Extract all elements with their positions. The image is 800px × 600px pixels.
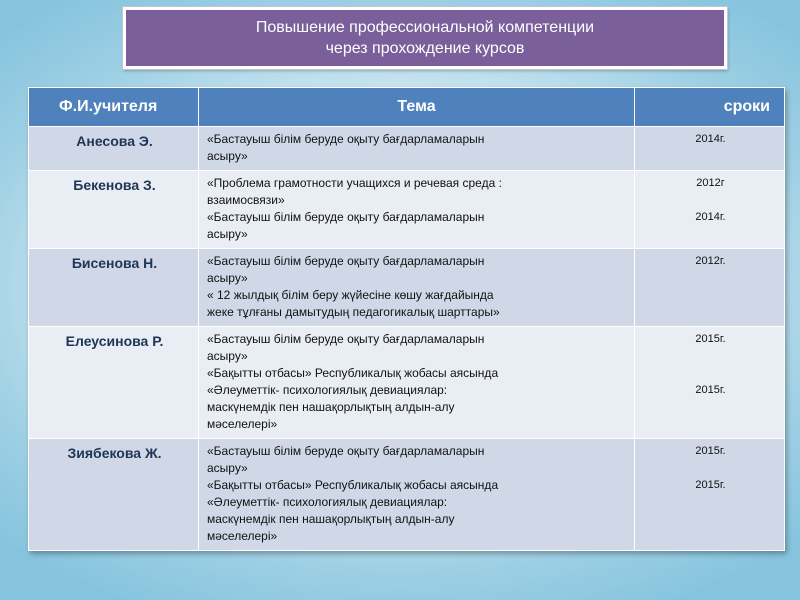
period-cell <box>635 327 785 439</box>
topic-cell <box>199 127 635 171</box>
topic-line: асыру» <box>207 349 248 363</box>
topic-line: мәселелері» <box>207 529 278 543</box>
topic-line: «Бастауыш білім беруде оқыту бағдарламаларын <box>207 444 485 458</box>
table-body <box>29 127 785 551</box>
topic-line: «Бақытты отбасы» Республикалық жобасы аясында <box>207 366 499 380</box>
period-cell <box>635 439 785 551</box>
topic-line: «Бастауыш білім беруде оқыту бағдарламаларын <box>207 132 485 146</box>
period-cell <box>635 127 785 171</box>
table-row <box>29 249 785 327</box>
topic-line: жеке тұлғаны дамытудың педагогикалық шарттары» <box>207 305 500 319</box>
period-cell <box>635 249 785 327</box>
header-topic: Тема <box>199 88 635 127</box>
topic-line: « 12 жылдық білім беру жүйесіне көшу жағдайында <box>207 288 494 302</box>
topic-line: «Бастауыш білім беруде оқыту бағдарламаларын <box>207 332 485 346</box>
topic-cell <box>199 439 635 551</box>
topic-line: асыру» <box>207 227 248 241</box>
topic-line: асыру» <box>207 461 248 475</box>
teacher-name-cell: Зиябекова Ж. <box>29 439 199 551</box>
topic-line: маскүнемдік пен нашақорлықтың алдын-алу <box>207 512 455 526</box>
topic-cell <box>199 171 635 249</box>
period-line: 2015г. <box>695 479 726 491</box>
topic-line: «Әлеуметтік- психологиялық девиациялар: <box>207 383 448 397</box>
table-row <box>29 327 785 439</box>
period-line: 2012г <box>696 177 725 189</box>
topic-line: «Проблема грамотности учащихся и речевая среда : <box>207 176 502 190</box>
teacher-name-cell: Елеусинова Р. <box>29 327 199 439</box>
topic-line: «Бақытты отбасы» Республикалық жобасы аясында <box>207 478 499 492</box>
topic-line: взаимосвязи» <box>207 193 285 207</box>
teacher-name-cell: Анесова Э. <box>29 127 199 171</box>
table-row <box>29 171 785 249</box>
title-line-2: через прохождение курсов <box>325 40 525 57</box>
period-line <box>643 348 778 365</box>
period-line: 2015г. <box>695 384 726 396</box>
topic-cell <box>199 249 635 327</box>
period-line: 2014г. <box>695 133 726 145</box>
topic-line: асыру» <box>207 271 248 285</box>
topic-line: «Бастауыш білім беруде оқыту бағдарламаларын <box>207 210 485 224</box>
period-line <box>643 460 778 477</box>
teacher-name-cell: Бекенова З. <box>29 171 199 249</box>
topic-line: «Әлеуметтік- психологиялық девиациялар: <box>207 495 448 509</box>
period-line: 2014г. <box>695 211 726 223</box>
period-line: 2012г. <box>695 255 726 267</box>
topic-line: «Бастауыш білім беруде оқыту бағдарламаларын <box>207 254 485 268</box>
period-cell <box>635 171 785 249</box>
title-line-1: Повышение профессиональной компетенции <box>255 19 595 36</box>
topic-line: маскүнемдік пен нашақорлықтың алдын-алу <box>207 400 455 414</box>
period-line: 2015г. <box>695 445 726 457</box>
courses-table <box>28 87 785 551</box>
header-period: сроки <box>635 88 785 127</box>
header-teacher-name: Ф.И.учителя <box>29 88 199 127</box>
title-banner <box>123 7 727 69</box>
topic-cell <box>199 327 635 439</box>
period-line: 2015г. <box>695 333 726 345</box>
topic-line: асыру» <box>207 149 248 163</box>
period-line <box>643 192 778 209</box>
table-row <box>29 439 785 551</box>
period-line <box>643 365 778 382</box>
table-header-row <box>29 88 785 127</box>
topic-line: мәселелері» <box>207 417 278 431</box>
table-row <box>29 127 785 171</box>
teacher-name-cell: Бисенова Н. <box>29 249 199 327</box>
